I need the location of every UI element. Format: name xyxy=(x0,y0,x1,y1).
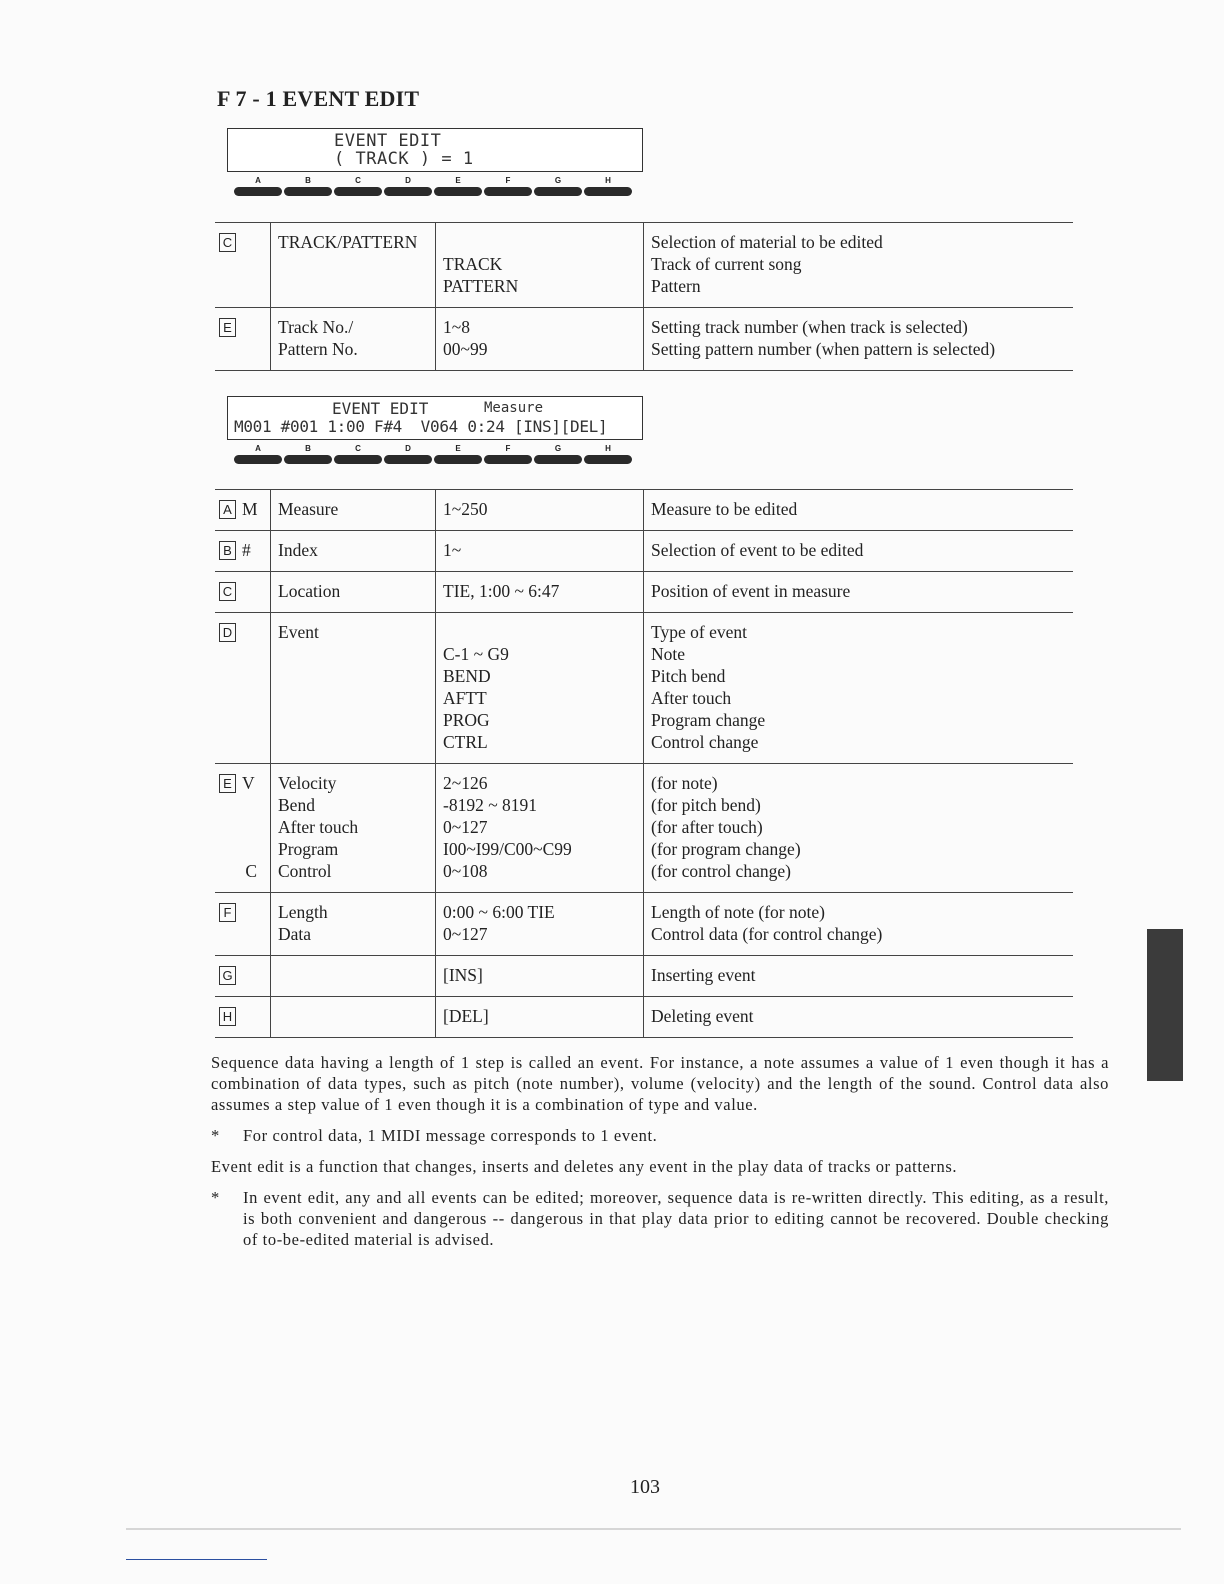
function-keys xyxy=(234,444,634,470)
parameter-description: Control change xyxy=(651,732,759,752)
parameter-description: Deleting event xyxy=(651,1006,754,1026)
key-d xyxy=(384,444,432,470)
lcd-line-1: EVENT EDIT xyxy=(332,399,429,418)
parameter-name-cell xyxy=(271,308,436,371)
key-e xyxy=(434,176,482,202)
table-row xyxy=(215,613,1073,764)
lcd-display-event xyxy=(227,396,643,440)
parameter-description: Pitch bend xyxy=(651,666,726,686)
note-text: For control data, 1 MIDI message corresponds to 1 event. xyxy=(243,1126,658,1145)
key-cell xyxy=(215,613,271,764)
key-cell xyxy=(215,893,271,956)
key-label: A xyxy=(255,444,261,453)
parameter-name: Program xyxy=(278,839,339,859)
parameter-name: Measure xyxy=(278,499,339,519)
key-button-shape xyxy=(534,187,582,196)
parameter-name-cell xyxy=(271,956,436,997)
parameter-name-cell xyxy=(271,764,436,893)
key-cell xyxy=(215,997,271,1038)
key-f xyxy=(484,176,532,202)
table-row xyxy=(215,997,1073,1038)
footer-link-rule xyxy=(126,1559,267,1560)
table-row xyxy=(215,308,1073,371)
key-label: H xyxy=(605,444,611,453)
parameter-range: 1~250 xyxy=(443,499,488,519)
parameter-description: After touch xyxy=(651,688,732,708)
parameter-description: Position of event in measure xyxy=(651,581,851,601)
parameter-description: Program change xyxy=(651,710,766,730)
key-button-shape xyxy=(284,455,332,464)
parameter-range-cell xyxy=(436,572,644,613)
key-cell xyxy=(215,764,271,893)
parameter-description: (for control change) xyxy=(651,861,791,881)
key-e xyxy=(434,444,482,470)
key-d xyxy=(384,176,432,202)
paragraph: Sequence data having a length of 1 step is called an event. For instance, a note assumes a value of 1 even though it has a combination of data types, such as pitch (note number), volume (velocity) and the length of the sound. Control data also assumes a step value of 1 even though it is a combination of type and value. xyxy=(211,1053,1109,1114)
boxed-key: E xyxy=(219,318,236,337)
parameter-range: 00~99 xyxy=(443,339,488,359)
key-button-shape xyxy=(484,455,532,464)
key-label: F xyxy=(505,176,511,185)
parameter-description-cell xyxy=(644,997,1074,1038)
table-row xyxy=(215,764,1073,893)
key-label: E xyxy=(455,176,461,185)
parameter-description: Length of note (for note) xyxy=(651,902,825,922)
parameter-description: Control data (for control change) xyxy=(651,924,883,944)
parameter-name xyxy=(278,964,428,986)
parameter-description: Note xyxy=(651,644,686,664)
key-abbrev-secondary: C xyxy=(245,861,257,881)
parameter-description-cell xyxy=(644,764,1074,893)
key-c xyxy=(334,444,382,470)
parameter-range: 0:00 ~ 6:00 TIE xyxy=(443,902,555,922)
parameter-description-cell xyxy=(644,613,1074,764)
parameter-range: 1~8 xyxy=(443,317,470,337)
parameter-description: Selection of material to be edited xyxy=(651,232,883,252)
parameter-range-cell xyxy=(436,956,644,997)
parameter-description: Measure to be edited xyxy=(651,499,798,519)
boxed-key: H xyxy=(219,1007,236,1026)
parameter-description: Inserting event xyxy=(651,965,756,985)
parameter-range-cell xyxy=(436,531,644,572)
parameter-range-cell xyxy=(436,223,644,308)
key-label: F xyxy=(505,444,511,453)
parameter-range: AFTT xyxy=(443,688,487,708)
parameter-range: -8192 ~ 8191 xyxy=(443,795,538,815)
lcd-line-1-measure: Measure xyxy=(484,400,544,416)
parameter-description: (for after touch) xyxy=(651,817,763,837)
table-row xyxy=(215,956,1073,997)
parameter-name-cell xyxy=(271,572,436,613)
key-f xyxy=(484,444,532,470)
parameter-name-cell xyxy=(271,997,436,1038)
boxed-key: C xyxy=(219,582,236,601)
parameter-name: Pattern No. xyxy=(278,339,358,359)
boxed-key: C xyxy=(219,233,236,252)
page-number: 103 xyxy=(630,1476,660,1498)
parameter-name xyxy=(278,1005,428,1027)
key-a xyxy=(234,176,282,202)
parameter-name-cell xyxy=(271,613,436,764)
key-b xyxy=(284,176,332,202)
parameter-description: (for pitch bend) xyxy=(651,795,761,815)
note xyxy=(211,1125,1109,1146)
key-button-shape xyxy=(234,455,282,464)
parameter-description: Setting track number (when track is selected) xyxy=(651,317,968,337)
parameter-description-cell xyxy=(644,531,1074,572)
asterisk: * xyxy=(211,1188,220,1207)
key-label: G xyxy=(554,176,562,185)
parameter-range: 1~ xyxy=(443,540,462,560)
parameter-description-cell xyxy=(644,893,1074,956)
key-button-shape xyxy=(334,455,382,464)
key-button-shape xyxy=(234,187,282,196)
boxed-key: G xyxy=(219,966,236,985)
table-row xyxy=(215,223,1073,308)
table-row xyxy=(215,531,1073,572)
parameter-range: CTRL xyxy=(443,732,488,752)
key-button-shape xyxy=(434,187,482,196)
parameter-range-cell xyxy=(436,308,644,371)
parameter-name-cell xyxy=(271,223,436,308)
table-row xyxy=(215,490,1073,531)
key-label: C xyxy=(355,176,361,185)
key-h xyxy=(584,176,632,202)
key-cell xyxy=(215,531,271,572)
parameter-name: Control xyxy=(278,861,332,881)
parameter-range: I00~I99/C00~C99 xyxy=(443,839,572,859)
parameter-description-cell xyxy=(644,490,1074,531)
parameter-range: 0~127 xyxy=(443,924,488,944)
key-cell xyxy=(215,490,271,531)
key-abbrev: V xyxy=(242,773,255,793)
parameter-description: (for program change) xyxy=(651,839,801,859)
key-label: H xyxy=(605,176,611,185)
parameter-description-cell xyxy=(644,956,1074,997)
lcd-display-track xyxy=(227,128,643,172)
key-button-shape xyxy=(434,455,482,464)
parameter-range-cell xyxy=(436,613,644,764)
parameter-description-cell xyxy=(644,223,1074,308)
function-keys xyxy=(234,176,634,202)
chapter-tab-marker xyxy=(1147,929,1183,1081)
key-h xyxy=(584,444,632,470)
key-button-shape xyxy=(284,187,332,196)
parameter-range-cell xyxy=(436,764,644,893)
key-cell xyxy=(215,956,271,997)
track-parameter-table xyxy=(215,222,1073,371)
key-label: D xyxy=(405,176,411,185)
key-label: B xyxy=(305,444,311,453)
body-text xyxy=(211,1052,1109,1260)
parameter-range: TIE, 1:00 ~ 6:47 xyxy=(443,581,560,601)
parameter-name-cell xyxy=(271,490,436,531)
parameter-description-cell xyxy=(644,572,1074,613)
key-label: B xyxy=(305,176,311,185)
asterisk: * xyxy=(211,1126,220,1145)
key-label: D xyxy=(405,444,411,453)
parameter-range-cell xyxy=(436,893,644,956)
key-cell xyxy=(215,572,271,613)
parameter-range xyxy=(443,621,636,643)
paragraph: Event edit is a function that changes, inserts and deletes any event in the play data of tracks or patterns. xyxy=(211,1157,958,1176)
parameter-range: TRACK xyxy=(443,254,503,274)
parameter-range: [DEL] xyxy=(443,1006,489,1026)
parameter-range: [INS] xyxy=(443,965,483,985)
key-g xyxy=(534,444,582,470)
parameter-range: C-1 ~ G9 xyxy=(443,644,509,664)
key-label: C xyxy=(355,444,361,453)
parameter-range: PATTERN xyxy=(443,276,519,296)
event-parameter-table xyxy=(215,489,1073,1038)
parameter-range: 0~127 xyxy=(443,817,488,837)
key-g xyxy=(534,176,582,202)
key-button-shape xyxy=(584,187,632,196)
parameter-name: Index xyxy=(278,540,318,560)
parameter-description-cell xyxy=(644,308,1074,371)
key-label: G xyxy=(554,444,562,453)
key-button-shape xyxy=(584,455,632,464)
key-button-shape xyxy=(484,187,532,196)
boxed-key: B xyxy=(219,541,236,560)
key-button-shape xyxy=(384,187,432,196)
key-b xyxy=(284,444,332,470)
parameter-range: PROG xyxy=(443,710,490,730)
parameter-description: Type of event xyxy=(651,622,747,642)
note xyxy=(211,1187,1109,1250)
parameter-name: Location xyxy=(278,581,341,601)
key-cell xyxy=(215,308,271,371)
table-row xyxy=(215,893,1073,956)
parameter-description: Selection of event to be edited xyxy=(651,540,864,560)
parameter-range xyxy=(443,231,636,253)
parameter-name: Track No./ xyxy=(278,317,354,337)
parameter-range-cell xyxy=(436,997,644,1038)
lcd-line-2: ( TRACK ) = 1 xyxy=(334,149,474,169)
lcd-line-2: M001 #001 1:00 F#4 V064 0:24 [INS][DEL] xyxy=(234,417,608,436)
table-row xyxy=(215,572,1073,613)
parameter-name: TRACK/PATTERN xyxy=(278,232,418,252)
note-text: In event edit, any and all events can be edited; moreover, sequence data is re-written directly. This editing, as a result, is both convenient and dangerous -- dangerous in that play data prior to editing cannot be recovered. Double checking of to-be-edited material is advised. xyxy=(243,1188,1109,1249)
parameter-name: Event xyxy=(278,622,319,642)
boxed-key: A xyxy=(219,500,236,519)
key-label: E xyxy=(455,444,461,453)
parameter-name: Velocity xyxy=(278,773,337,793)
parameter-name: After touch xyxy=(278,817,359,837)
parameter-description: Pattern xyxy=(651,276,701,296)
parameter-range: BEND xyxy=(443,666,491,686)
boxed-key: D xyxy=(219,623,236,642)
key-cell xyxy=(215,223,271,308)
parameter-range-cell xyxy=(436,490,644,531)
key-c xyxy=(334,176,382,202)
parameter-name: Data xyxy=(278,924,312,944)
parameter-name: Length xyxy=(278,902,328,922)
key-abbrev: # xyxy=(242,540,251,560)
parameter-description: (for note) xyxy=(651,773,718,793)
parameter-range: 0~108 xyxy=(443,861,488,881)
parameter-name-cell xyxy=(271,531,436,572)
key-abbrev: M xyxy=(242,499,258,519)
section-heading: F 7 - 1 EVENT EDIT xyxy=(217,86,420,111)
lcd-line-1: EVENT EDIT xyxy=(334,131,442,151)
boxed-key: F xyxy=(219,903,236,922)
footer-rule xyxy=(126,1528,1181,1530)
parameter-description: Setting pattern number (when pattern is selected) xyxy=(651,339,996,359)
parameter-name-cell xyxy=(271,893,436,956)
parameter-name: Bend xyxy=(278,795,315,815)
key-a xyxy=(234,444,282,470)
key-label: A xyxy=(255,176,261,185)
key-button-shape xyxy=(384,455,432,464)
boxed-key: E xyxy=(219,774,236,793)
key-button-shape xyxy=(334,187,382,196)
key-button-shape xyxy=(534,455,582,464)
parameter-description: Track of current song xyxy=(651,254,802,274)
parameter-range: 2~126 xyxy=(443,773,488,793)
